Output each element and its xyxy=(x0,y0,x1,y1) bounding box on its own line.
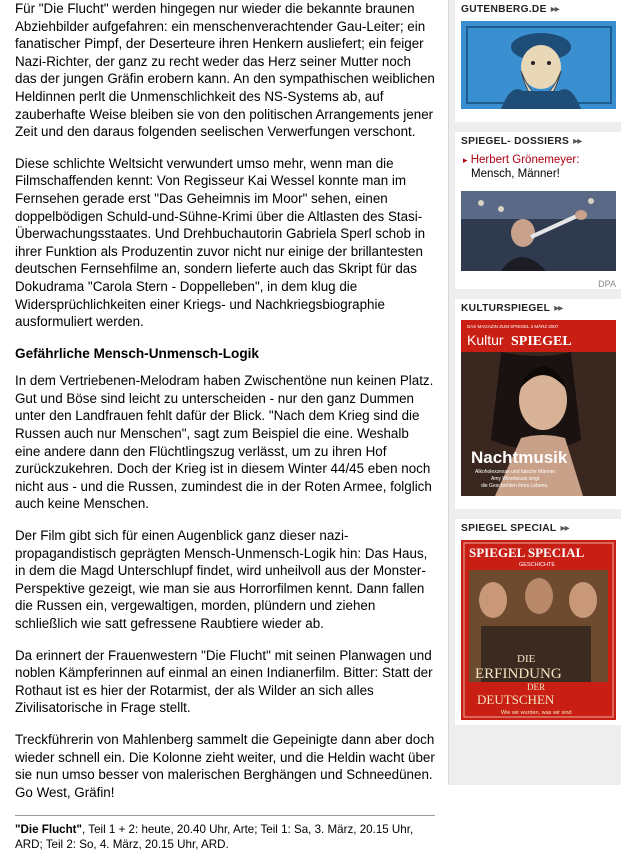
sidebar xyxy=(448,0,621,785)
article xyxy=(15,0,435,852)
paragraph: Treckführerin von Mahlenberg sammelt die Gepeinigte dann aber doch wieder schnell ein. Die Kolonne zieht weiter, und die Heldin wacht über sie nun umso besser von malerischen Berghängen und Schneedünen. Go West, Gräfin! xyxy=(15,731,435,800)
cover-title-1: DIE xyxy=(517,653,536,665)
cover-sub-2: Amy Winehouse singt xyxy=(491,476,540,482)
cover-masthead: SPIEGEL SPECIAL xyxy=(469,545,585,560)
gutenberg-header[interactable]: GUTENBERG.DE ▸▸ xyxy=(461,4,559,15)
cover-title-4: DEUTSCHEN xyxy=(477,692,555,707)
cover-headline: Nachtmusik xyxy=(471,448,568,467)
paragraph: Der Film gibt sich für einen Augenblick ganz dieser nazi-propagandistisch geprägten Mensch-Unmensch-Logik hin: Das Haus, in dem die Magd Unterschlupf findet, wird unheilvoll aus der Monster-Perspektive gezeigt, wie man sie aus Horrorfilmen kennt. Dann fallen die Russen ein, vergewaltigen, morden, plündern und ziehen schließlich wie satt gefressene Raubtiere wieder ab. xyxy=(15,528,428,631)
cover-sub-1: Alkoholexzesse und falsche Männer: xyxy=(475,469,557,475)
paragraph: Da erinnert der Frauenwestern "Die Flucht" mit seinen Planwagen und noblen Kämpferinnen auf einmal an einen Indianerfilm. Bitter: Statt der Rothaut ist es hier der Rotarmist, der als Wilder an sich alles Zivilisatorische in Frage stellt. xyxy=(15,647,433,716)
dossier-photo[interactable] xyxy=(461,191,616,271)
broadcast-title[interactable]: "Die Flucht" xyxy=(15,823,83,837)
cover-title-2: ERFINDUNG xyxy=(475,666,562,682)
cover-sub-3: die Geschichten ihres Lebens. xyxy=(481,483,549,489)
broadcast-info xyxy=(15,815,435,852)
dossier-link[interactable]: ▸ Herbert Grönemeyer: Mensch, Männer! xyxy=(463,154,580,180)
cover-sub: GESCHICHTE xyxy=(519,562,556,568)
spiegel-special-cover[interactable] xyxy=(461,540,616,720)
spiegel-special-box xyxy=(455,519,621,725)
double-arrow-icon: ▸▸ xyxy=(560,523,569,534)
cover-title-3: DER xyxy=(527,682,545,692)
paragraph: Diese schlichte Weltsicht verwundert umso mehr, wenn man die Filmschaffenden kennt: Von Regisseur Kai Wessel konnte man im Fernsehen gerade erst "Das Geheimnis im Moor" sehen, einen doppelbödigen Schuld-und-Sühne-Krimi über die Altlasten des Stasi-Überwachungsstaates. Und Drehbuchautorin Gabriela Sperl schob in ihrer Funktion als Produzentin zuvor nicht nur einige der brillantesten deutschen Fernsehfilme an, sondern lieferte auch das Skript für das Dokudrama "Carola Stern - Doppelleben", in dem klug die Widersprüchlichkeiten einer Kriegs- und Nachkriegsbiographie ausformuliert werden. xyxy=(15,155,426,330)
spiegel-special-header[interactable]: SPIEGEL SPECIAL ▸▸ xyxy=(461,523,569,534)
broadcast-times: , Teil 1 + 2: heute, 20.40 Uhr, Arte; Teil 1: Sa, 3. März, 20.15 Uhr, ARD; Teil 2: So, 4. März, 20.15 Uhr, ARD. xyxy=(15,823,414,852)
cover-masthead-kultur: Kultur xyxy=(467,332,504,348)
kulturspiegel-cover[interactable] xyxy=(461,320,616,496)
double-arrow-icon: ▸▸ xyxy=(554,303,563,314)
dossiers-box xyxy=(455,132,621,289)
photo-credit: DPA xyxy=(598,279,616,289)
gutenberg-portrait-icon[interactable] xyxy=(461,21,616,109)
cover-tagline: Wie wir wurden, was wir sind xyxy=(501,710,572,716)
double-arrow-icon: ▸▸ xyxy=(573,136,582,147)
gutenberg-box xyxy=(455,0,621,122)
double-arrow-icon: ▸▸ xyxy=(550,4,559,15)
kulturspiegel-header[interactable]: KULTURSPIEGEL ▸▸ xyxy=(461,303,563,314)
dossiers-header[interactable]: SPIEGEL- DOSSIERS ▸▸ xyxy=(461,136,582,147)
kulturspiegel-box xyxy=(455,299,621,509)
bullet-icon: ▸ xyxy=(463,155,468,165)
paragraph: In dem Vertriebenen-Melodram haben Zwischentöne nun keinen Platz. Gut und Böse sind leicht zu unterscheiden - nur den ganz Dummen unter den Landfrauen fehlt dafür der Blick. "Nach dem Krieg sind die Russen auch nur Menschen", sagt zum Beispiel die eine. Weshalb eine andere dann den Flüchtlingszug verlässt, um zu ihren Hof zurückzukehren. Doch der Krieg ist in diesem Winter 44/45 eben noch nicht aus - und die Russen, zumindest die in der Roten Armee, folglich auch keine Menschen. xyxy=(15,373,434,512)
cover-top-line: DAS MAGAZIN ZUM SPIEGEL 3 MÄRZ 2007 xyxy=(467,324,559,329)
paragraph: Für "Die Flucht" werden hingegen nur wieder die bekannte braunen Abziehbilder aufgefahren: ein menschenverachtender Gau-Leiter; ein fanatischer Pimpf, der Deserteure ihren Henkern ausliefert; ein feiger Nazi-Richter, der ganz zu recht weder das Herz seiner Mutter noch das der jungen Gräfin erobern kann. An den sympathischen weiblichen Heldinnen perlt die Unmenschlichkeit des NS-Systems ab, auf zauberhafte Weise bleiben sie von den politischen Arrangements jener Zeit und den daraus folgenden seelischen Verwerfungen verschont. xyxy=(15,1,435,140)
subheading: Gefährliche Mensch-Unmensch-Logik xyxy=(15,345,259,361)
cover-masthead-spiegel: SPIEGEL xyxy=(511,334,572,349)
